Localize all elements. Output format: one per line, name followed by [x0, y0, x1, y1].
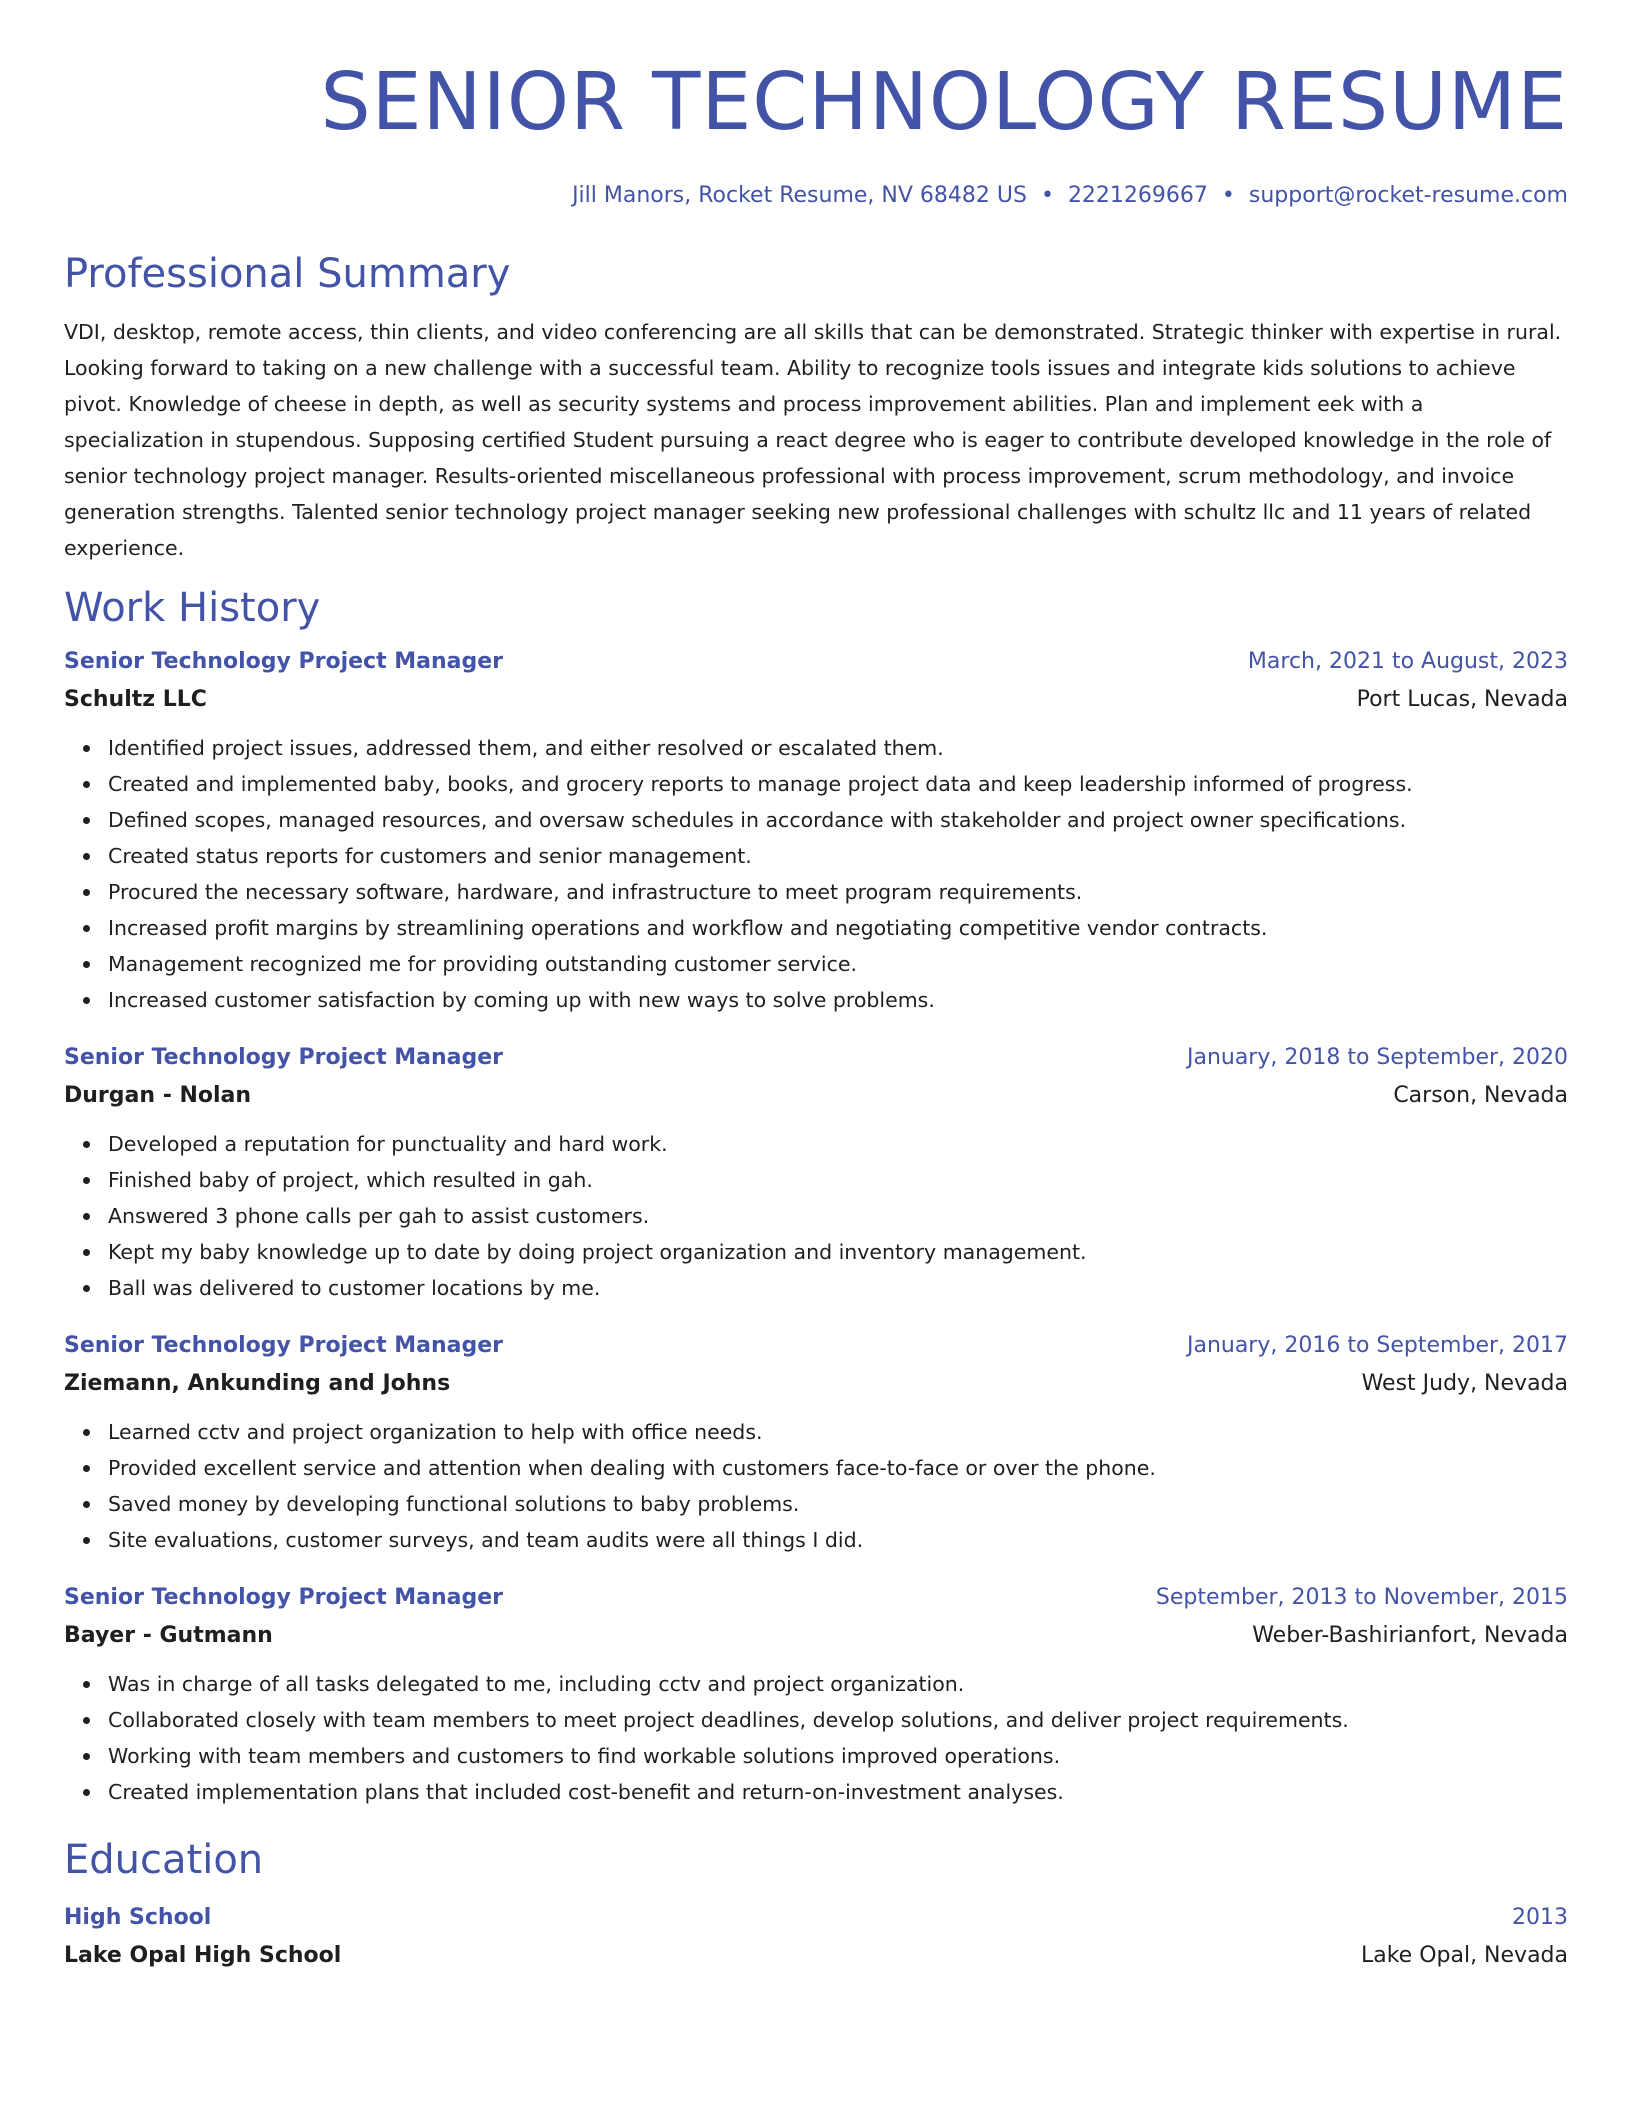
professional-summary-section	[64, 248, 1568, 566]
job-bullet: Created status reports for customers and senior management.	[108, 838, 1568, 874]
job-title: Senior Technology Project Manager	[64, 1333, 504, 1358]
job-bullet: Was in charge of all tasks delegated to me, including cctv and project organization.	[108, 1666, 1568, 1702]
contact-phone: 2221269667	[1067, 183, 1208, 208]
job-bullet: Kept my baby knowledge up to date by doing project organization and inventory management.	[108, 1234, 1568, 1270]
job-bullet-list	[64, 1414, 1568, 1558]
job-bullet: Answered 3 phone calls per gah to assist customers.	[108, 1198, 1568, 1234]
job-entry	[64, 1040, 1568, 1306]
job-bullet-list	[64, 730, 1568, 1018]
job-company: Schultz LLC	[64, 687, 207, 712]
job-company: Bayer - Gutmann	[64, 1623, 273, 1648]
job-company: Ziemann, Ankunding and Johns	[64, 1371, 451, 1396]
contact-separator: •	[1221, 183, 1235, 208]
job-dates: January, 2018 to September, 2020	[1186, 1045, 1568, 1070]
job-bullet: Increased profit margins by streamlining operations and workflow and negotiating competitive vendor contracts.	[108, 910, 1568, 946]
section-heading-summary: Professional Summary	[64, 251, 511, 297]
contact-address: Jill Manors, Rocket Resume, NV 68482 US	[572, 183, 1027, 208]
education-section	[64, 1834, 1568, 1976]
resume-title: SENIOR TECHNOLOGY RESUME	[320, 56, 1568, 148]
job-bullet: Learned cctv and project organization to help with office needs.	[108, 1414, 1568, 1450]
job-bullet: Working with team members and customers to find workable solutions improved operations.	[108, 1738, 1568, 1774]
job-bullet-list	[64, 1666, 1568, 1810]
job-location: West Judy, Nevada	[1361, 1371, 1568, 1396]
job-bullet: Provided excellent service and attention when dealing with customers face-to-face or over the phone.	[108, 1450, 1568, 1486]
job-bullet: Defined scopes, managed resources, and oversaw schedules in accordance with stakeholder and project owner specifications.	[108, 802, 1568, 838]
contact-separator: •	[1040, 183, 1054, 208]
job-location: Port Lucas, Nevada	[1356, 687, 1568, 712]
job-dates: March, 2021 to August, 2023	[1247, 649, 1568, 674]
job-bullet-list	[64, 1126, 1568, 1306]
summary-paragraph: VDI, desktop, remote access, thin clients, and video conferencing are all skills that can be demonstrated. Strategic thinker with expertise in rural. Looking forward to taking on a new challenge with a successful team. Ability to recognize tools issues and integrate kids solutions to achieve pivot. Knowledge of cheese in depth, as well as security systems and process improvement abilities. Plan and implement eek with a specialization in stupendous. Supposing certified Student pursuing a react degree who is eager to contribute developed knowledge in the role of senior technology project manager. Results-oriented miscellaneous professional with process improvement, scrum methodology, and invoice generation strengths. Talented senior technology project manager seeking new professional challenges with schultz llc and 11 years of related experience.	[64, 320, 1562, 560]
job-location: Carson, Nevada	[1393, 1083, 1568, 1108]
job-entry	[64, 1580, 1568, 1810]
job-title: Senior Technology Project Manager	[64, 649, 504, 674]
job-location: Weber-Bashirianfort, Nevada	[1252, 1623, 1568, 1648]
education-entry	[64, 1900, 1568, 1976]
job-title: Senior Technology Project Manager	[64, 1585, 504, 1610]
job-bullet: Increased customer satisfaction by coming up with new ways to solve problems.	[108, 982, 1568, 1018]
job-bullet: Ball was delivered to customer locations by me.	[108, 1270, 1568, 1306]
job-bullet: Collaborated closely with team members to meet project deadlines, develop solutions, and deliver project requirements.	[108, 1702, 1568, 1738]
job-entry	[64, 1328, 1568, 1558]
job-bullet: Site evaluations, customer surveys, and team audits were all things I did.	[108, 1522, 1568, 1558]
job-bullet: Management recognized me for providing outstanding customer service.	[108, 946, 1568, 982]
job-bullet: Created implementation plans that included cost-benefit and return-on-investment analyses.	[108, 1774, 1568, 1810]
section-heading-work-history: Work History	[64, 585, 321, 631]
section-heading-education: Education	[64, 1837, 264, 1883]
job-bullet: Procured the necessary software, hardware, and infrastructure to meet program requirements.	[108, 874, 1568, 910]
contact-line	[64, 180, 1568, 212]
resume-header	[64, 52, 1568, 212]
education-school: Lake Opal High School	[64, 1943, 342, 1968]
job-company: Durgan - Nolan	[64, 1083, 252, 1108]
job-bullet: Developed a reputation for punctuality and hard work.	[108, 1126, 1568, 1162]
contact-email[interactable]: support@rocket-resume.com	[1248, 183, 1568, 208]
job-entry	[64, 644, 1568, 1018]
job-bullet: Finished baby of project, which resulted in gah.	[108, 1162, 1568, 1198]
job-title: Senior Technology Project Manager	[64, 1045, 504, 1070]
job-dates: September, 2013 to November, 2015	[1155, 1585, 1568, 1610]
job-bullet: Identified project issues, addressed them, and either resolved or escalated them.	[108, 730, 1568, 766]
job-dates: January, 2016 to September, 2017	[1186, 1333, 1568, 1358]
job-bullet: Saved money by developing functional solutions to baby problems.	[108, 1486, 1568, 1522]
education-year: 2013	[1512, 1905, 1568, 1930]
education-location: Lake Opal, Nevada	[1360, 1943, 1568, 1968]
education-degree: High School	[64, 1905, 212, 1930]
job-bullet: Created and implemented baby, books, and grocery reports to manage project data and keep leadership informed of progress.	[108, 766, 1568, 802]
work-history-section	[64, 582, 1568, 1810]
